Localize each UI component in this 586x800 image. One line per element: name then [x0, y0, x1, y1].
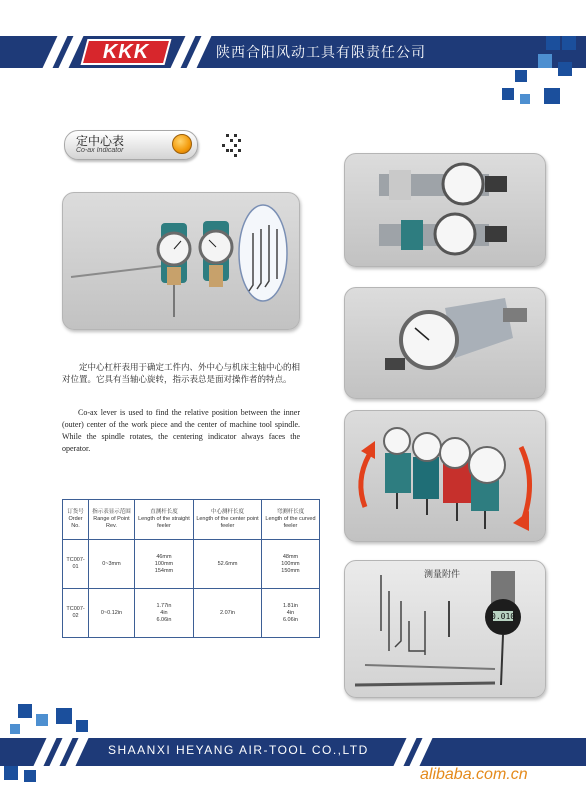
header-order: 订货号 Order No. — [63, 500, 89, 540]
title-cn: 定中心表 — [76, 134, 125, 148]
title-en: Co-ax Indicator — [76, 147, 124, 154]
cell-center: 2.07in — [194, 589, 262, 638]
cell-order: TC007-01 — [63, 540, 89, 589]
product-photo-side-3 — [344, 410, 546, 542]
cell-center: 52.6mm — [194, 540, 262, 589]
watermark: alibaba.com.cn — [420, 766, 528, 783]
spec-table — [62, 499, 320, 638]
header-straight: 直测杆长度 Length of the straight feeler — [134, 500, 193, 540]
product-photo-main — [62, 192, 300, 330]
header-curved: 弯测杆长度 Length of the curved feeler — [261, 500, 319, 540]
cell-curved: 1.81in 4in 6.06in — [261, 589, 319, 638]
accessory-label: 测量附件 — [424, 570, 461, 580]
table-header-row — [63, 500, 320, 540]
orange-dot-icon — [172, 134, 192, 154]
product-photo-side-2 — [344, 287, 546, 399]
cell-order: TC007-02 — [63, 589, 89, 638]
company-name-cn: 陕西合阳风动工具有限责任公司 — [216, 45, 426, 61]
product-photo-side-1 — [344, 153, 546, 267]
cell-straight: 1.77in 4in 6.06in — [134, 589, 193, 638]
header-range: 指示表显示范围 Range of Point Rev. — [89, 500, 135, 540]
description-cn: 定中心杠杆表用于确定工件内、外中心与机床主轴中心的相对位置。它具有当轴心旋转，指示表总是面对操作者的特点。 — [62, 363, 301, 385]
logo-text: KKK — [102, 41, 150, 63]
footer-company-en: SHAANXI HEYANG AIR-TOOL CO.,LTD — [108, 743, 369, 757]
gauge-display: 0.010 — [491, 612, 516, 621]
cell-range: 0~0.12in — [89, 589, 135, 638]
cell-curved: 48mm 100mm 150mm — [261, 540, 319, 589]
description-en: Co-ax lever is used to find the relative position between the inner (outer) center of the work piece and the center of machine tool spindle. While the spindle rotates, the centering indicator always faces the operator. — [62, 408, 300, 453]
cell-range: 0~3mm — [89, 540, 135, 589]
cell-straight: 46mm 100mm 154mm — [134, 540, 193, 589]
table-row — [63, 540, 320, 589]
header-center: 中心测杆长度 Length of the center point feeler — [194, 500, 262, 540]
accessories-panel — [344, 560, 546, 698]
table-row — [63, 589, 320, 638]
